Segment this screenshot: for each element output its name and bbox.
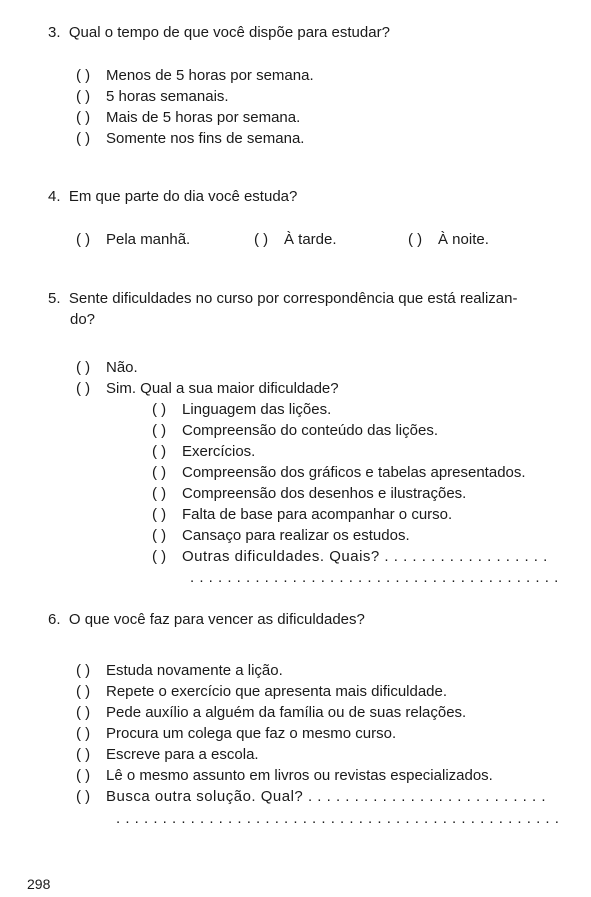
checkbox[interactable]: ( ) <box>76 67 91 84</box>
answer-line[interactable]: . . . . . . . . . . . . . . . . . . . . . . . . . . . . . . . . . . . . . . . . . . . . . . . . <box>116 810 560 827</box>
option-q6-3[interactable]: ( ) Pede auxílio a alguém da família ou de suas relações. <box>76 704 467 721</box>
checkbox[interactable]: ( ) <box>76 767 91 784</box>
checkbox[interactable]: ( ) <box>254 231 269 248</box>
option-q3-1[interactable]: ( ) Menos de 5 horas por semana. <box>76 67 314 84</box>
option-q6-7[interactable]: ( ) Busca outra solução. Qual? . . . . . . . . . . . . . . . . . . . . . . . . . . <box>76 788 546 805</box>
option-q4-3[interactable]: ( ) À noite. <box>408 231 489 248</box>
option-q6-5[interactable]: ( ) Escreve para a escola. <box>76 746 259 763</box>
checkbox[interactable]: ( ) <box>76 683 91 700</box>
checkbox[interactable]: ( ) <box>76 130 91 147</box>
checkbox[interactable]: ( ) <box>152 527 167 544</box>
question-text: Em que parte do dia você estuda? <box>68 188 298 205</box>
checkbox[interactable]: ( ) <box>76 788 91 805</box>
checkbox[interactable]: ( ) <box>76 725 91 742</box>
sub-option-q5-1[interactable]: ( ) Linguagem das lições. <box>152 401 332 418</box>
option-q3-3[interactable]: ( ) Mais de 5 horas por semana. <box>76 109 301 126</box>
question-text: Qual o tempo de que você dispõe para estudar? <box>68 24 390 41</box>
checkbox[interactable]: ( ) <box>76 704 91 721</box>
checkbox[interactable]: ( ) <box>152 443 167 460</box>
question-number: 4. <box>48 188 61 205</box>
option-q3-2[interactable]: ( ) 5 horas semanais. <box>76 88 229 105</box>
checkbox[interactable]: ( ) <box>76 380 91 397</box>
option-q5-2[interactable]: ( ) Sim. Qual a sua maior dificuldade? <box>76 380 339 397</box>
option-q6-1[interactable]: ( ) Estuda novamente a lição. <box>76 662 283 679</box>
question-text: O que você faz para vencer as dificuldades? <box>68 611 365 628</box>
question-text-continued: do? <box>70 311 96 328</box>
question-4 <box>48 188 297 205</box>
checkbox[interactable]: ( ) <box>76 746 91 763</box>
checkbox[interactable]: ( ) <box>152 548 167 565</box>
checkbox[interactable]: ( ) <box>76 109 91 126</box>
sub-option-q5-8[interactable]: ( ) Outras dificuldades. Quais? . . . . . . . . . . . . . . . . . . <box>152 548 548 565</box>
question-6 <box>48 611 365 628</box>
question-text: Sente dificuldades no curso por correspondência que está realizan- <box>68 290 518 307</box>
sub-option-q5-5[interactable]: ( ) Compreensão dos desenhos e ilustrações. <box>152 485 467 502</box>
option-q4-1[interactable]: ( ) Pela manhã. <box>76 231 191 248</box>
checkbox[interactable]: ( ) <box>408 231 423 248</box>
sub-option-q5-2[interactable]: ( ) Compreensão do conteúdo das lições. <box>152 422 438 439</box>
checkbox[interactable]: ( ) <box>76 662 91 679</box>
option-q6-2[interactable]: ( ) Repete o exercício que apresenta mais dificuldade. <box>76 683 448 700</box>
sub-option-q5-6[interactable]: ( ) Falta de base para acompanhar o curso. <box>152 506 453 523</box>
sub-option-q5-4[interactable]: ( ) Compreensão dos gráficos e tabelas apresentados. <box>152 464 526 481</box>
answer-line[interactable]: . . . . . . . . . . . . . . . . . . . . . . . . . . . . . . . . . . . . . . . . <box>190 569 559 586</box>
checkbox[interactable]: ( ) <box>76 88 91 105</box>
question-number: 6. <box>48 611 61 628</box>
question-5 <box>48 290 517 307</box>
question-number: 5. <box>48 290 61 307</box>
checkbox[interactable]: ( ) <box>152 401 167 418</box>
question-3 <box>48 24 390 41</box>
sub-option-q5-7[interactable]: ( ) Cansaço para realizar os estudos. <box>152 527 410 544</box>
checkbox[interactable]: ( ) <box>152 422 167 439</box>
checkbox[interactable]: ( ) <box>76 231 91 248</box>
option-q6-4[interactable]: ( ) Procura um colega que faz o mesmo curso. <box>76 725 397 742</box>
checkbox[interactable]: ( ) <box>152 464 167 481</box>
option-q6-6[interactable]: ( ) Lê o mesmo assunto em livros ou revistas especializados. <box>76 767 493 784</box>
checkbox[interactable]: ( ) <box>76 359 91 376</box>
option-q3-4[interactable]: ( ) Somente nos fins de semana. <box>76 130 305 147</box>
option-q5-1[interactable]: ( ) Não. <box>76 359 138 376</box>
question-number: 3. <box>48 24 61 41</box>
checkbox[interactable]: ( ) <box>152 485 167 502</box>
sub-option-q5-3[interactable]: ( ) Exercícios. <box>152 443 256 460</box>
option-q4-2[interactable]: ( ) À tarde. <box>254 231 337 248</box>
checkbox[interactable]: ( ) <box>152 506 167 523</box>
page-number: 298 <box>27 876 51 892</box>
